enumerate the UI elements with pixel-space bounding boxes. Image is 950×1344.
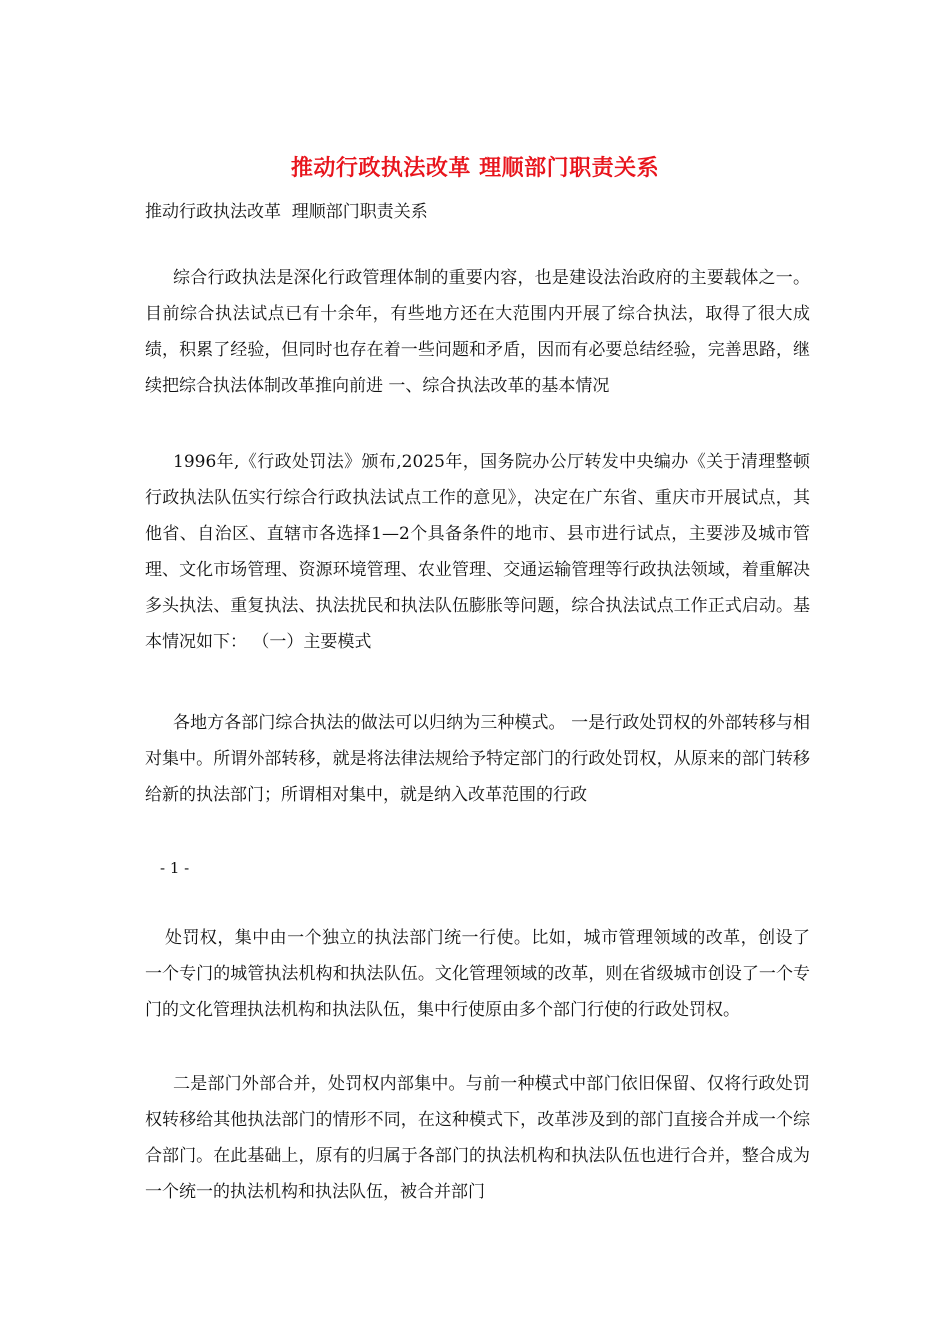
- paragraph-block: [145, 705, 810, 813]
- paragraph: 二是部门外部合并，处罚权内部集中。与前一种模式中部门依旧保留、仅将行政处罚权转移给其他执法部门的情形不同，在这种模式下，改革涉及到的部门直接合并成一个综合部门。在此基础上，原有的归属于各部门的执法机构和执法队伍也进行合并，整合成为一个统一的执法机构和执法队伍，被合并部门: [145, 1074, 810, 1202]
- page-number: - 1 -: [160, 859, 190, 877]
- paragraph: 各地方各部门综合执法的做法可以归纳为三种模式。 一是行政处罚权的外部转移与相对集中。所谓外部转移，就是将法律法规给予特定部门的行政处罚权，从原来的部门转移给新的执法部门；所谓相对集中，就是纳入改革范围的行政: [145, 713, 810, 805]
- paragraph: 处罚权，集中由一个独立的执法部门统一行使。比如，城市管理领域的改革，创设了一个专门的城管执法机构和执法队伍。文化管理领域的改革，则在省级城市创设了一个专门的文化管理执法机构和执法队伍，集中行使原由多个部门行使的行政处罚权。: [145, 928, 810, 1020]
- paragraph-block: [145, 1066, 810, 1210]
- document-title: 推动行政执法改革 理顺部门职责关系: [290, 155, 660, 181]
- paragraph: 1996年,《行政处罚法》颁布,2025年，国务院办公厅转发中央编办《关于清理整顿行政执法队伍实行综合行政执法试点工作的意见》，决定在广东省、重庆市开展试点，其他省、自治区、直辖市各选择1—2个具备条件的地市、县市进行试点，主要涉及城市管理、文化市场管理、资源环境管理、农业管理、交通运输管理等行政执法领域，着重解决多头执法、重复执法、执法扰民和执法队伍膨胀等问题，综合执法试点工作正式启动。基本情况如下： （一）主要模式: [145, 452, 810, 652]
- paragraph-block: [145, 920, 810, 1028]
- document-subtitle: 推动行政执法改革 理顺部门职责关系: [145, 202, 428, 222]
- paragraph-block: [145, 260, 810, 404]
- paragraph: 综合行政执法是深化行政管理体制的重要内容，也是建设法治政府的主要载体之一。目前综合执法试点已有十余年，有些地方还在大范围内开展了综合执法，取得了很大成绩，积累了经验，但同时也存在着一些问题和矛盾，因而有必要总结经验，完善思路，继续把综合执法体制改革推向前进 一、综合执法改革的基本情况: [145, 268, 810, 396]
- paragraph-block: [145, 444, 810, 660]
